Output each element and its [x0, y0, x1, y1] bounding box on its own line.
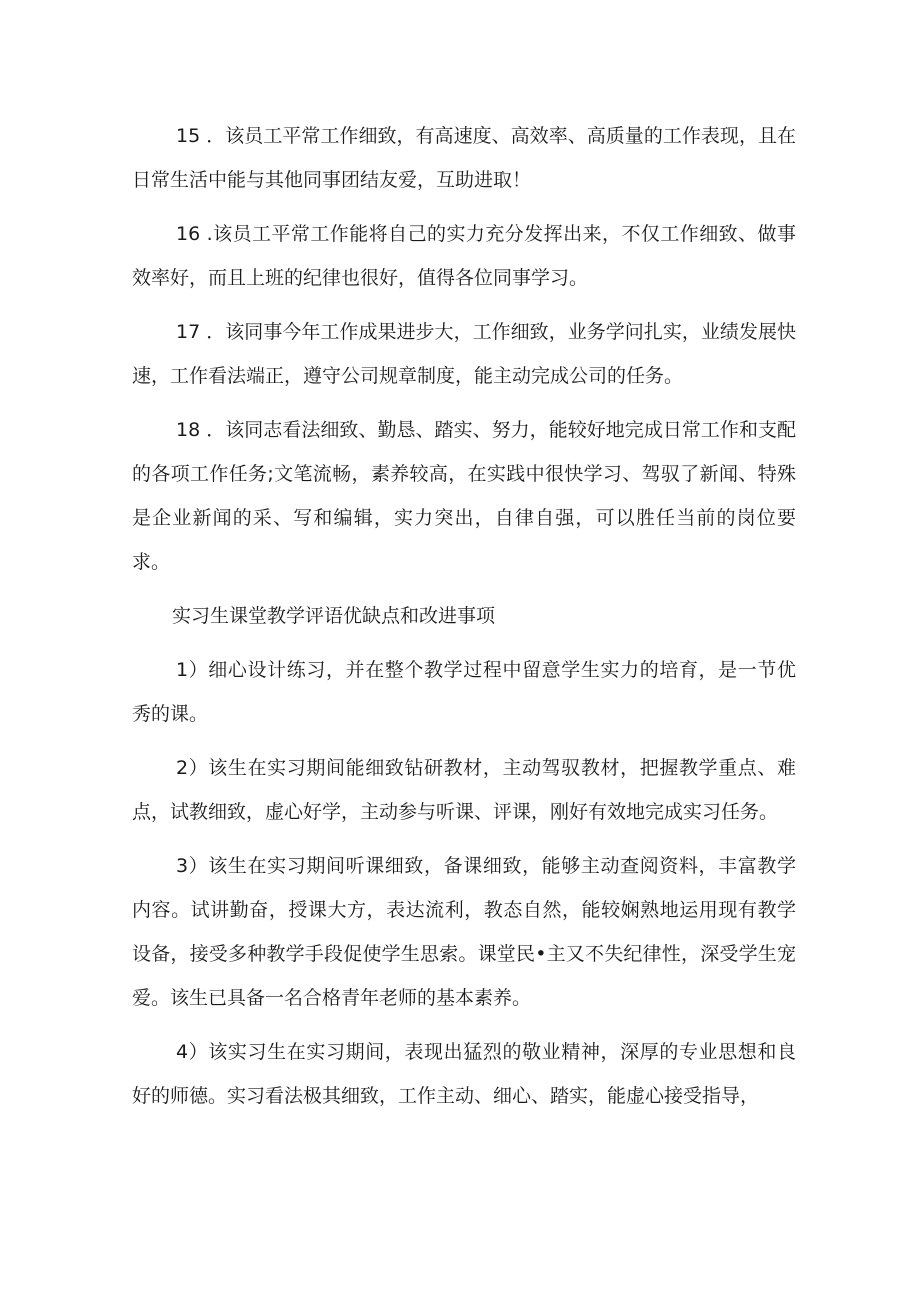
paragraph-3: 3）该生在实习期间听课细致，备课细致，能够主动查阅资料，丰富教学内容。试讲勤奋，授课大方，表达流利，教态自然，能较娴熟地运用现有教学设备，接受多种教学手段促使学生思索。课堂民•主又不失纪律性，深受学生宠爱。该生已具备一名合格青年老师的基本素养。 — [132, 855, 796, 1009]
paragraph-15: 15 ．该员工平常工作细致，有高速度、高效率、高质量的工作表现，且在日常生活中能与其他同事团结友爱，互助进取！ — [132, 125, 796, 191]
paragraph-2: 2）该生在实习期间能细致钻研教材，主动驾驭教材，把握教学重点、难点，试教细致，虚心好学，主动参与听课、评课，刚好有效地完成实习任务。 — [132, 757, 796, 823]
paragraph-18: 18 ．该同志看法细致、勤恳、踏实、努力，能较好地完成日常工作和支配的各项工作任务;文笔流畅，素养较高，在实践中很快学习、驾驭了新闻、特殊是企业新闻的采、写和编辑，实力突出，自律自强，可以胜任当前的岗位要求。 — [132, 419, 796, 573]
paragraph-16: 16 .该员工平常工作能将自己的实力充分发挥出来，不仅工作细致、做事效率好，而且上班的纪律也很好，值得各位同事学习。 — [132, 223, 796, 289]
paragraph-17: 17 ．该同事今年工作成果进步大，工作细致，业务学问扎实，业绩发展快速，工作看法端正，遵守公司规章制度，能主动完成公司的任务。 — [132, 321, 796, 387]
paragraph-4: 4）该实习生在实习期间，表现出猛烈的敬业精神，深厚的专业思想和良好的师德。实习看法极其细致，工作主动、细心、踏实，能虚心接受指导， — [132, 1041, 796, 1107]
paragraph-1: 1）细心设计练习，并在整个教学过程中留意学生实力的培育，是一节优秀的课。 — [132, 659, 796, 725]
section-heading: 实习生课堂教学评语优缺点和改进事项 — [172, 605, 496, 627]
document-body — [132, 114, 796, 1128]
